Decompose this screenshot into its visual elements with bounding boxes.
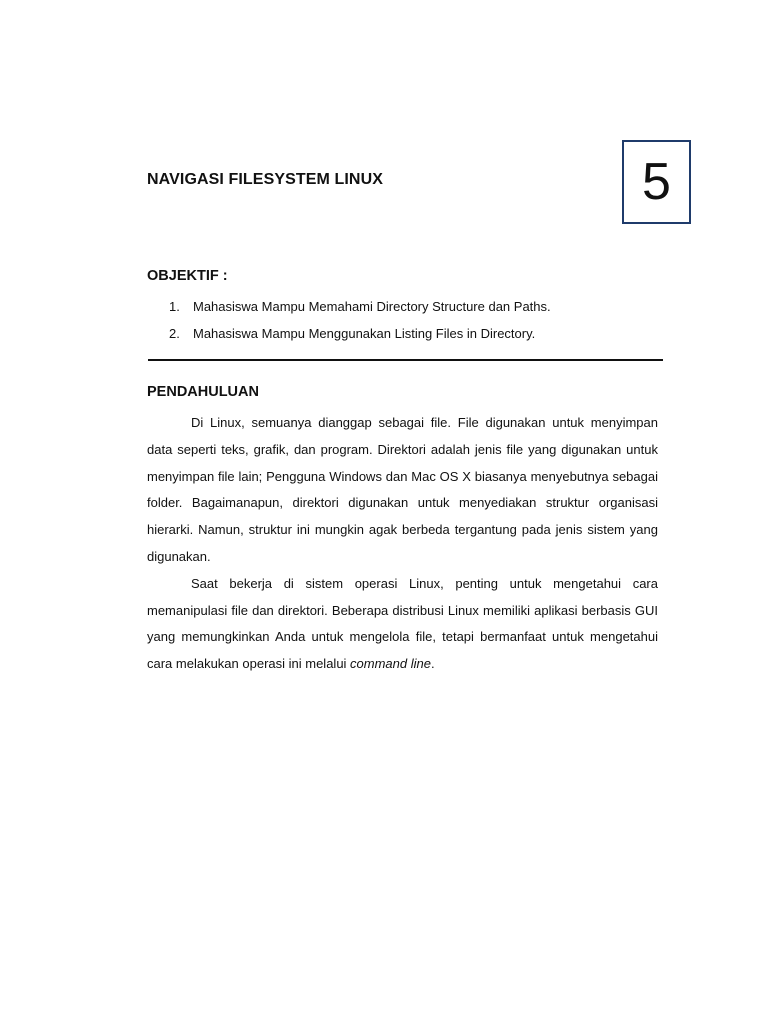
introduction-heading: PENDAHULUAN xyxy=(147,384,259,400)
section-divider xyxy=(148,359,663,361)
chapter-number: 5 xyxy=(642,153,671,211)
list-item xyxy=(147,298,667,325)
objectives-list xyxy=(147,298,667,352)
list-item xyxy=(147,325,667,352)
list-item-number: 1. xyxy=(169,299,180,314)
paragraph-text: . xyxy=(430,656,435,672)
list-item-text: Mahasiswa Mampu Menggunakan Listing Files in Directory. xyxy=(193,326,536,341)
paragraph xyxy=(147,571,658,678)
introduction-body xyxy=(147,410,658,678)
paragraph-text: Saat bekerja di sistem operasi Linux, penting untuk mengetahui cara memanipulasi file dan direktori. Beberapa distribusi Linux memiliki aplikasi berbasis GUI yang memungkinkan Anda untuk mengelola file, tetapi bermanfaat untuk mengetahui cara melakukan operasi ini melalui xyxy=(147,575,658,672)
paragraph: Di Linux, semuanya dianggap sebagai file. File digunakan untuk menyimpan data seperti teks, grafik, dan program. Direktori adalah jenis file yang digunakan untuk menyimpan file lain; Pengguna Windows dan Mac OS X biasanya menyebutnya sebagai folder. Bagaimanapun, direktori digunakan untuk menyediakan struktur organisasi hierarki. Namun, struktur ini mungkin agak berbeda tergantung pada jenis sistem yang digunakan. xyxy=(147,415,658,564)
chapter-number-box xyxy=(622,140,691,224)
chapter-title: NAVIGASI FILESYSTEM LINUX xyxy=(147,171,383,188)
objectives-heading: OBJEKTIF : xyxy=(147,268,228,284)
emphasis-term: command line xyxy=(350,656,431,672)
list-item-number: 2. xyxy=(169,326,180,341)
list-item-text: Mahasiswa Mampu Memahami Directory Structure dan Paths. xyxy=(193,299,551,314)
